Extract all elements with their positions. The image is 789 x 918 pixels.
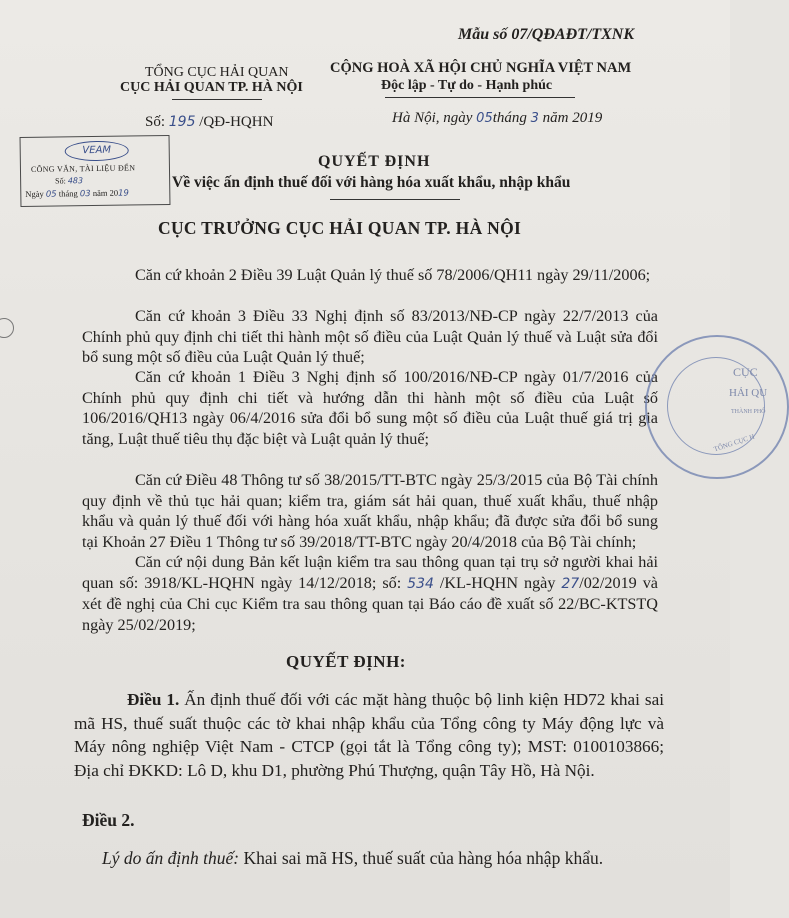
basis-paragraph-3: Căn cứ khoản 1 Điều 3 Nghị định số 100/2016/NĐ-CP ngày 01/7/2016 của Chính phủ quy định chi tiết và hướng dẫn thi hành một số điều của Luật số 106/2016/QH13 ngày 06/4/2016 sửa đổi bổ sung một số điều của Luật thuế giá trị gia tăng, Luật thuế tiêu thụ đặc biệt và Luật quản lý thuế; xyxy=(82,368,658,448)
stamp-title: CÔNG VĂN, TÀI LIỆU ĐẾN xyxy=(30,163,136,174)
received-document-stamp xyxy=(20,135,171,207)
official-seal xyxy=(645,335,789,479)
article-2-label: Điều 2. xyxy=(82,810,135,830)
basis-5-part-b: /KL-HQHN ngày xyxy=(433,573,562,592)
basis-paragraph-1: Căn cứ khoản 2 Điều 39 Luật Quản lý thuế số 78/2006/QH11 ngày 29/11/2006; xyxy=(135,266,651,284)
motto-underline xyxy=(385,97,575,98)
basis-paragraph-5 xyxy=(82,552,658,635)
article-1 xyxy=(74,688,664,782)
punch-hole-mark xyxy=(0,318,14,338)
stamp-number-value: 483 xyxy=(67,176,84,186)
document-title: QUYẾT ĐỊNH xyxy=(318,153,431,170)
stamp-number xyxy=(55,176,83,185)
date-prefix: Hà Nội, ngày xyxy=(392,110,477,126)
subject-underline xyxy=(330,199,460,200)
seal-text-line2: HẢI QU xyxy=(729,387,768,399)
tax-reason-label: Lý do ấn định thuế: xyxy=(102,848,240,868)
issue-date xyxy=(392,110,602,127)
article-1-label: Điều 1. xyxy=(127,690,180,709)
date-year: năm 2019 xyxy=(538,110,603,126)
decision-number-prefix: Số: xyxy=(145,114,169,130)
article-1-text: Ấn định thuế đối với các mặt hàng thuộc bộ linh kiện HD72 khai sai mã HS, thuế suất thuộc các tờ khai nhập khẩu của Tổng công ty Máy động lực và Máy nông nghiệp Việt Nam - CTCP (gọi tắt là Tổng công ty); MST: 0100103866; Địa chỉ ĐKKD: Lô D, khu D1, phường Phú Thượng, quận Tây Hồ, Hà Nội. xyxy=(74,690,664,780)
decision-number-handwritten: 195 xyxy=(168,114,196,130)
stamp-date-year: 19 xyxy=(117,188,129,199)
issuing-organization: CỤC HẢI QUAN TP. HÀ NỘI xyxy=(120,80,303,95)
decision-number xyxy=(145,114,273,131)
authority-heading: CỤC TRƯỞNG CỤC HẢI QUAN TP. HÀ NỘI xyxy=(158,218,522,238)
document-subject: Về việc ấn định thuế đối với hàng hóa xuất khẩu, nhập khẩu xyxy=(172,174,571,191)
seal-text-line1: CỤC xyxy=(733,365,758,379)
stamp-date-month: 03 xyxy=(79,189,91,200)
stamp-date-day: 05 xyxy=(45,189,57,200)
stamp-date-mid: tháng xyxy=(56,188,80,199)
conclusion-day-handwritten: 27 xyxy=(561,575,580,592)
tax-reason-text: Khai sai mã HS, thuế suất của hàng hóa nhập khẩu. xyxy=(239,848,604,868)
organization-underline xyxy=(172,99,262,100)
seal-text-line4: TỔNG CỤC H xyxy=(712,432,756,454)
parent-organization: TỔNG CỤC HẢI QUAN xyxy=(145,65,289,80)
basis-paragraph-4: Căn cứ Điều 48 Thông tư số 38/2015/TT-BTC ngày 25/3/2015 của Bộ Tài chính quy định về thủ tục hải quan; kiểm tra, giám sát hải quan, thuế xuất khẩu, thuế nhập khẩu và quản lý thuế đối với hàng hóa xuất khẩu, nhập khẩu; đã được sửa đổi bổ sung tại Khoản 27 Điều 1 Thông tư số 39/2018/TT-BTC ngày 20/4/2018 của Bộ Tài chính; xyxy=(82,471,658,551)
national-motto: Độc lập - Tự do - Hạnh phúc xyxy=(381,78,553,93)
seal-text-line3: THÀNH PHỐ xyxy=(731,409,766,415)
basis-paragraph-2: Căn cứ khoản 3 Điều 33 Nghị định số 83/2013/NĐ-CP ngày 22/7/2013 của Chính phủ quy định chi tiết thi hành một số điều của Luật Quản lý thuế và Luật sửa đổi bổ sung một số điều của Luật Quản lý thuế; xyxy=(82,307,658,366)
stamp-date xyxy=(25,188,129,200)
basis-5-part-a: Căn cứ nội dung Bản kết luận kiểm tra sau thông quan tại trụ sở người khai hải quan số: 3918/KL-HQHN ngày 14/12/2018; số: xyxy=(82,553,658,592)
stamp-date-year-prefix: năm 20 xyxy=(90,187,119,199)
form-number: Mẫu số 07/QĐAĐT/TXNK xyxy=(458,26,635,43)
decision-heading: QUYẾT ĐỊNH: xyxy=(286,652,406,671)
date-day-handwritten: 05 xyxy=(476,111,493,126)
date-month-handwritten: 3 xyxy=(530,111,539,126)
republic-name: CỘNG HOÀ XÃ HỘI CHỦ NGHĨA VIỆT NAM xyxy=(330,60,632,76)
stamp-logo: VEAM xyxy=(65,141,129,162)
conclusion-number-handwritten: 534 xyxy=(407,575,434,592)
tax-reason xyxy=(102,848,603,869)
decision-number-suffix: /QĐ-HQHN xyxy=(195,114,274,130)
stamp-date-prefix: Ngày xyxy=(25,188,46,199)
stamp-number-label: Số: xyxy=(55,176,68,186)
basis-5-part-c: /02/2019 và xét đề nghị của Chi cục Kiểm tra sau thông quan tại Báo cáo đề xuất số 22/BC-KTSTQ ngày 25/02/2019; xyxy=(82,573,658,634)
date-month-label: tháng xyxy=(492,110,531,126)
